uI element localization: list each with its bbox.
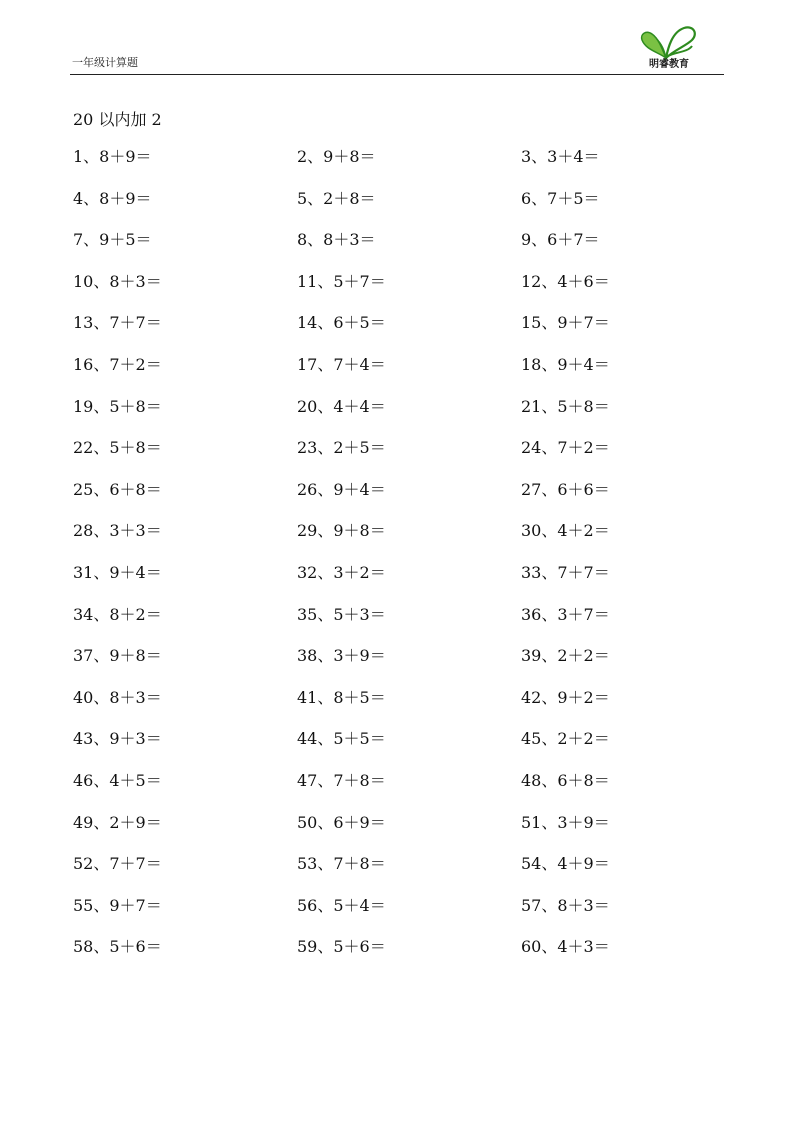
problem-item: 25、6＋8＝	[73, 479, 162, 499]
problem-item: 41、8＋5＝	[297, 687, 386, 707]
header-title: 一年级计算题	[72, 56, 138, 69]
problem-item: 7、9＋5＝	[73, 230, 152, 250]
problem-item: 51、3＋9＝	[521, 812, 610, 832]
problem-item: 49、2＋9＝	[73, 812, 162, 832]
problem-item: 30、4＋2＝	[521, 521, 610, 541]
problem-item: 57、8＋3＝	[521, 895, 610, 915]
problem-item: 39、2＋2＝	[521, 646, 610, 666]
problem-item: 22、5＋8＝	[73, 438, 162, 458]
problem-item: 17、7＋4＝	[297, 354, 386, 374]
problem-item: 8、8＋3＝	[297, 230, 376, 250]
problem-item: 18、9＋4＝	[521, 354, 610, 374]
problem-item: 21、5＋8＝	[521, 396, 610, 416]
problem-item: 19、5＋8＝	[73, 396, 162, 416]
problem-item: 60、4＋3＝	[521, 937, 610, 957]
problem-item: 9、6＋7＝	[521, 230, 600, 250]
problem-item: 46、4＋5＝	[73, 770, 162, 790]
problem-item: 40、8＋3＝	[73, 687, 162, 707]
problem-item: 23、2＋5＝	[297, 438, 386, 458]
problem-item: 6、7＋5＝	[521, 188, 600, 208]
problem-item: 32、3＋2＝	[297, 562, 386, 582]
problem-item: 24、7＋2＝	[521, 438, 610, 458]
problem-item: 10、8＋3＝	[73, 271, 162, 291]
problem-item: 50、6＋9＝	[297, 812, 386, 832]
problem-item: 26、9＋4＝	[297, 479, 386, 499]
problem-item: 15、9＋7＝	[521, 313, 610, 333]
problem-item: 11、5＋7＝	[297, 271, 386, 291]
problem-item: 2、9＋8＝	[297, 147, 376, 166]
problem-item: 56、5＋4＝	[297, 895, 386, 915]
problem-item: 27、6＋6＝	[521, 479, 610, 499]
problem-item: 14、6＋5＝	[297, 313, 386, 333]
problem-item: 54、4＋9＝	[521, 854, 610, 874]
problem-item: 55、9＋7＝	[73, 895, 162, 915]
problem-item: 45、2＋2＝	[521, 729, 610, 749]
problem-item: 52、7＋7＝	[73, 854, 162, 874]
problem-item: 3、3＋4＝	[521, 147, 600, 166]
problem-item: 29、9＋8＝	[297, 521, 386, 541]
problem-item: 12、4＋6＝	[521, 271, 610, 291]
problem-item: 33、7＋7＝	[521, 562, 610, 582]
problem-item: 4、8＋9＝	[73, 188, 152, 208]
problem-item: 31、9＋4＝	[73, 562, 162, 582]
logo-text: 明睿教育	[649, 59, 689, 70]
problem-item: 53、7＋8＝	[297, 854, 386, 874]
problem-item: 58、5＋6＝	[73, 937, 162, 957]
problem-item: 42、9＋2＝	[521, 687, 610, 707]
problem-item: 37、9＋8＝	[73, 646, 162, 666]
problem-item: 34、8＋2＝	[73, 604, 162, 624]
problem-item: 28、3＋3＝	[73, 521, 162, 541]
problem-grid	[73, 145, 693, 977]
problem-item: 59、5＋6＝	[297, 937, 386, 957]
problem-item: 5、2＋8＝	[297, 188, 376, 208]
problem-item: 20、4＋4＝	[297, 396, 386, 416]
problem-item: 16、7＋2＝	[73, 354, 162, 374]
problem-item: 38、3＋9＝	[297, 646, 386, 666]
problem-item: 47、7＋8＝	[297, 770, 386, 790]
problem-item: 48、6＋8＝	[521, 770, 610, 790]
problem-item: 43、9＋3＝	[73, 729, 162, 749]
problem-item: 36、3＋7＝	[521, 604, 610, 624]
logo	[632, 22, 702, 72]
sheet-title: 20 以内加 2	[73, 110, 162, 129]
problem-item: 13、7＋7＝	[73, 313, 162, 333]
problem-item: 1、8＋9＝	[73, 147, 152, 166]
problem-item: 44、5＋5＝	[297, 729, 386, 749]
problem-item: 35、5＋3＝	[297, 604, 386, 624]
page-header	[70, 22, 724, 75]
